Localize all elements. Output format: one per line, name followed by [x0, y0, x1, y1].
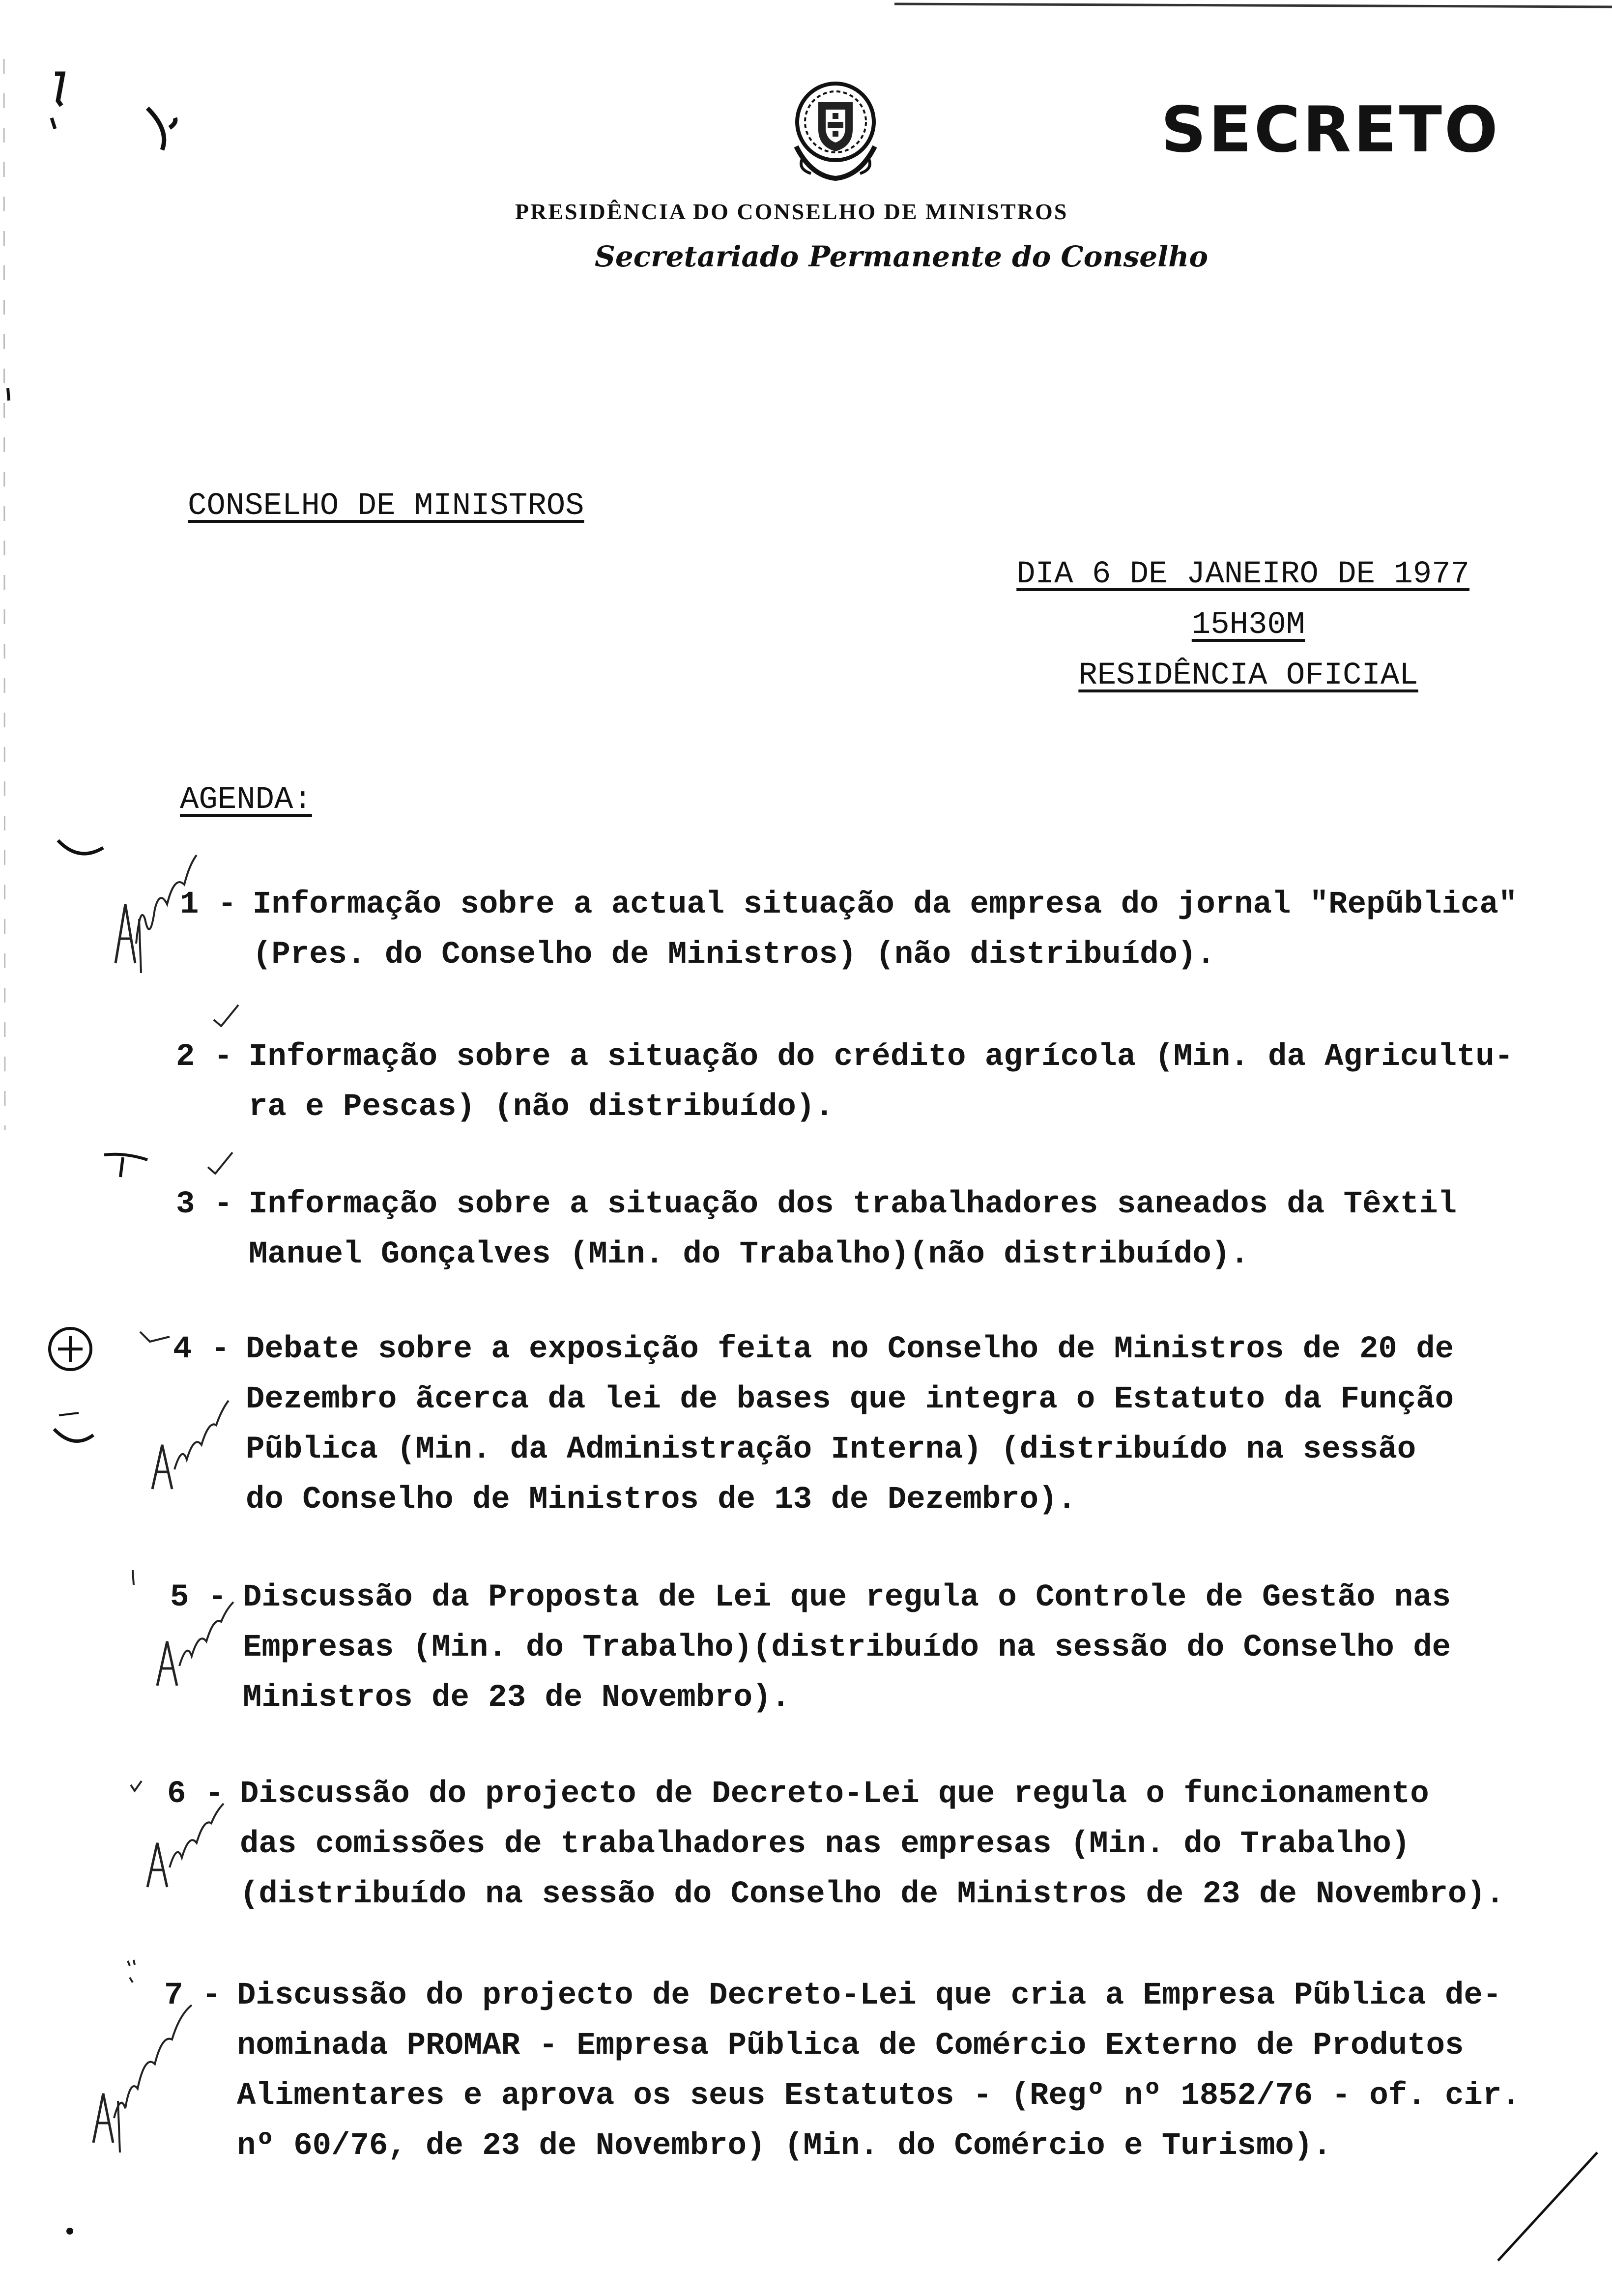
meeting-details [1016, 549, 1469, 701]
agenda-item-text: Discussão da Proposta de Lei que regula o Controle de Gestão nas Empresas (Min. do Trabalho)(distribuído na sessão do Conselho de Ministros de 23 de Novembro). [243, 1580, 1451, 1716]
check-mark-icon [211, 1003, 241, 1027]
meeting-date: DIA 6 DE JANEIRO DE 1977 [1016, 557, 1469, 592]
agenda-item-text: Discussão do projecto de Decreto-Lei que cria a Empresa Pũblica de- nominada PROMAR - Empresa Pũblica de Comércio Externo de Produtos Alimentares e aprova os seus Estatutos - (Regº nº 1852/76 - of. cir. nº 60/76, de 23 de Novembro) (Min. do Comércio e Turismo). [237, 1978, 1521, 2164]
tick-mark-icon [129, 1568, 144, 1587]
tick-mark-icon [123, 1956, 143, 1985]
meeting-location: RESIDÊNCIA OFICIAL [1078, 658, 1418, 693]
organization-name: PRESIDÊNCIA DO CONSELHO DE MINISTROS [515, 199, 1068, 224]
agenda-item-text: Discussão do projecto de Decreto-Lei que regula o funcionamento das comissões de trabalhadores nas empresas (Min. do Trabalho) (distribuído na sessão do Conselho de Ministros de 23 de Novembro). [240, 1777, 1505, 1912]
agenda-item-number: 2 - [176, 1039, 233, 1075]
agenda-item-number: 4 - [173, 1332, 230, 1367]
agenda-item-number: 3 - [176, 1187, 233, 1222]
handwritten-annotation-item-6 [143, 1799, 231, 1897]
coat-of-arms-emblem [777, 73, 894, 191]
handwritten-annotation-item-7 [84, 1995, 211, 2152]
check-mark-icon [205, 1150, 235, 1175]
agenda-item-text: Informação sobre a actual situação da empresa do jornal "Repũblica" (Pres. do Conselho de Ministros) (não distribuído). [253, 887, 1518, 973]
agenda-item-text: Informação sobre a situação dos trabalhadores saneados da Têxtil Manuel Gonçalves (Min. do Trabalho)(não distribuído). [249, 1187, 1457, 1272]
meeting-time: 15H30M [1191, 607, 1305, 643]
agenda-item-number: 5 - [170, 1580, 227, 1615]
handwritten-annotation-item-4 [147, 1391, 236, 1499]
handwritten-annotation-item-1 [106, 845, 204, 973]
agenda-item-text: Debate sobre a exposição feita no Conselho de Ministros de 20 de Dezembro ãcerca da lei de bases que integra o Estatuto da Função Pũblica (Min. da Administração Interna) (distribuído na sessão do Conselho de Ministros de 13 de Dezembro). [246, 1332, 1454, 1518]
department-name: Secretariado Permanente do Conselho [595, 240, 1209, 273]
agenda-heading: AGENDA: [180, 782, 312, 818]
handwritten-annotation-item-5 [152, 1597, 241, 1695]
check-mark-icon [138, 1322, 172, 1347]
classification-stamp: SECRETO [1161, 93, 1500, 167]
agenda-item-number: 7 - [164, 1978, 221, 2013]
check-mark-icon [129, 1779, 144, 1794]
agenda-item-text: Informação sobre a situação do crédito agrícola (Min. da Agricultu- ra e Pescas) (não distribuído). [249, 1039, 1514, 1125]
agenda-item-number: 6 - [167, 1777, 224, 1812]
meeting-body-title: CONSELHO DE MINISTROS [188, 488, 584, 524]
circled-plus-icon [43, 1322, 97, 1376]
agenda-item-number: 1 - [180, 887, 237, 922]
